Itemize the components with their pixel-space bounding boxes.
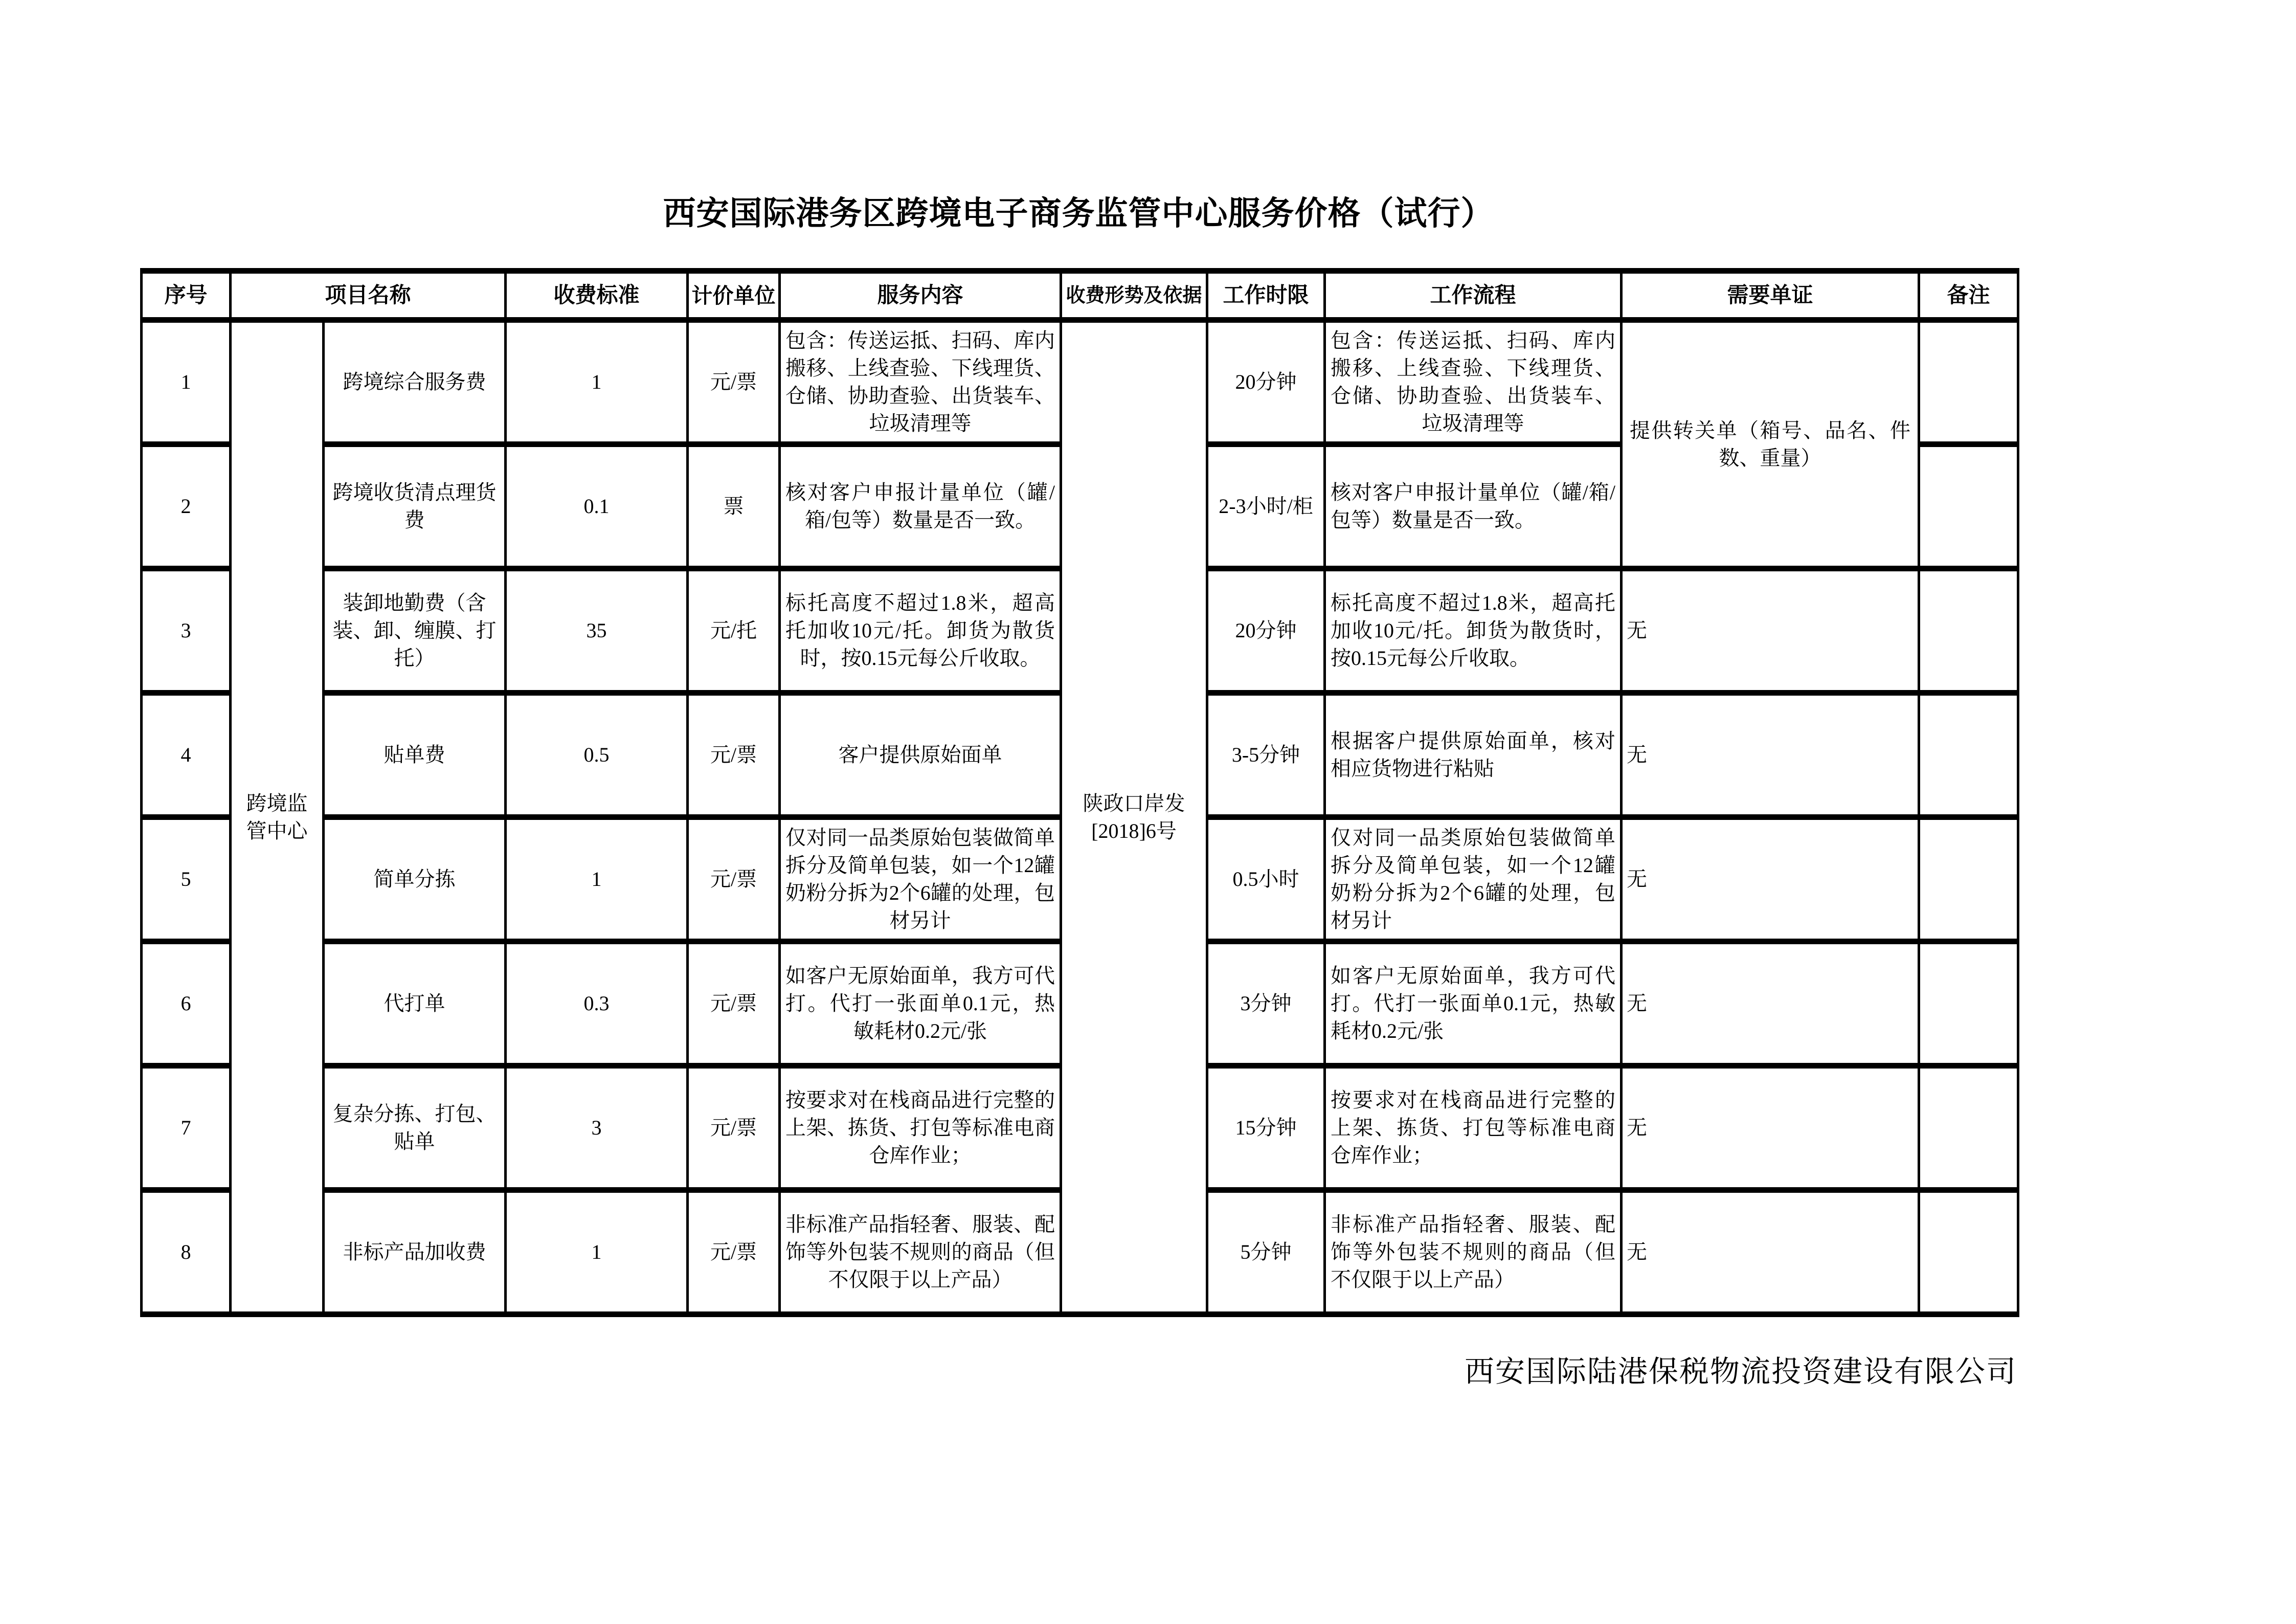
- cell-required-documents: 无: [1622, 942, 1919, 1066]
- cell-pricing-unit: 元/票: [688, 693, 780, 817]
- cell-service-content: 核对客户申报计量单位（罐/箱/包等）数量是否一致。: [780, 444, 1061, 569]
- cell-work-time-limit: 2-3小时/柜: [1207, 444, 1325, 569]
- cell-remark: [1919, 569, 2018, 693]
- cell-serial-number: 4: [142, 693, 231, 817]
- cell-item-name: 跨境收货清点理货费: [324, 444, 506, 569]
- cell-serial-number: 5: [142, 817, 231, 942]
- cell-remark: [1919, 320, 2018, 444]
- cell-work-flow: 标托高度不超过1.8米，超高托加收10元/托。卸货为散货时，按0.15元每公斤收取。: [1325, 569, 1622, 693]
- cell-required-documents: 无: [1622, 569, 1919, 693]
- cell-service-content: 标托高度不超过1.8米，超高托加收10元/托。卸货为散货时，按0.15元每公斤收取。: [780, 569, 1061, 693]
- cell-fee-standard: 35: [506, 569, 688, 693]
- cell-pricing-unit: 票: [688, 444, 780, 569]
- cell-remark: [1919, 444, 2018, 569]
- cell-fee-standard: 1: [506, 817, 688, 942]
- column-header-h-name: 项目名称: [231, 271, 506, 320]
- cell-work-time-limit: 3-5分钟: [1207, 693, 1325, 817]
- cell-required-documents: 无: [1622, 1066, 1919, 1190]
- company-signature: 西安国际陆港保税物流投资建设有限公司: [1464, 1355, 2017, 1388]
- column-header-h-docs: 需要单证: [1622, 271, 1919, 320]
- cell-work-time-limit: 0.5小时: [1207, 817, 1325, 942]
- cell-group-label: 跨境监管中心: [231, 320, 324, 1315]
- cell-item-name: 装卸地勤费（含装、卸、缠膜、打托）: [324, 569, 506, 693]
- cell-fee-standard: 1: [506, 1190, 688, 1315]
- cell-required-documents: 无: [1622, 817, 1919, 942]
- cell-item-name: 简单分拣: [324, 817, 506, 942]
- table-body: [142, 320, 2018, 1315]
- cell-pricing-unit: 元/票: [688, 817, 780, 942]
- cell-fee-standard: 0.1: [506, 444, 688, 569]
- cell-work-time-limit: 3分钟: [1207, 942, 1325, 1066]
- column-header-h-workflow: 工作流程: [1325, 271, 1622, 320]
- cell-serial-number: 8: [142, 1190, 231, 1315]
- price-table: [140, 268, 2019, 1317]
- table-row-1: [142, 320, 2018, 444]
- cell-service-content: 客户提供原始面单: [780, 693, 1061, 817]
- cell-required-documents: 无: [1622, 693, 1919, 817]
- cell-serial-number: 6: [142, 942, 231, 1066]
- cell-pricing-unit: 元/托: [688, 569, 780, 693]
- cell-pricing-unit: 元/票: [688, 1066, 780, 1190]
- cell-work-time-limit: 15分钟: [1207, 1066, 1325, 1190]
- cell-item-name: 非标产品加收费: [324, 1190, 506, 1315]
- header-row: [142, 271, 2018, 320]
- cell-work-time-limit: 5分钟: [1207, 1190, 1325, 1315]
- cell-service-content: 包含：传送运抵、扫码、库内搬移、上线查验、下线理货、仓储、协助查验、出货装车、垃圾清理等: [780, 320, 1061, 444]
- cell-remark: [1919, 942, 2018, 1066]
- cell-item-name: 代打单: [324, 942, 506, 1066]
- cell-service-content: 仅对同一品类原始包装做简单拆分及简单包装，如一个12罐奶粉分拆为2个6罐的处理，包材另计: [780, 817, 1061, 942]
- cell-work-flow: 非标准产品指轻奢、服装、配饰等外包装不规则的商品（但不仅限于以上产品）: [1325, 1190, 1622, 1315]
- cell-work-flow: 核对客户申报计量单位（罐/箱/包等）数量是否一致。: [1325, 444, 1622, 569]
- cell-remark: [1919, 693, 2018, 817]
- cell-service-content: 按要求对在栈商品进行完整的上架、拣货、打包等标准电商仓库作业；: [780, 1066, 1061, 1190]
- cell-work-time-limit: 20分钟: [1207, 569, 1325, 693]
- cell-work-flow: 如客户无原始面单，我方可代打。代打一张面单0.1元，热敏耗材0.2元/张: [1325, 942, 1622, 1066]
- column-header-h-no: 序号: [142, 271, 231, 320]
- cell-serial-number: 2: [142, 444, 231, 569]
- cell-work-flow: 仅对同一品类原始包装做简单拆分及简单包装，如一个12罐奶粉分拆为2个6罐的处理，包材另计: [1325, 817, 1622, 942]
- page-title: 西安国际港务区跨境电子商务监管中心服务价格（试行）: [663, 195, 1494, 232]
- cell-required-documents: 无: [1622, 1190, 1919, 1315]
- cell-item-name: 贴单费: [324, 693, 506, 817]
- cell-fee-standard: 3: [506, 1066, 688, 1190]
- cell-fee-standard: 0.5: [506, 693, 688, 817]
- cell-item-name: 跨境综合服务费: [324, 320, 506, 444]
- cell-pricing-unit: 元/票: [688, 320, 780, 444]
- cell-service-content: 如客户无原始面单，我方可代打。代打一张面单0.1元，热敏耗材0.2元/张: [780, 942, 1061, 1066]
- cell-required-documents: 提供转关单（箱号、品名、件数、重量）: [1622, 320, 1919, 569]
- cell-work-flow: 按要求对在栈商品进行完整的上架、拣货、打包等标准电商仓库作业；: [1325, 1066, 1622, 1190]
- cell-fee-standard: 1: [506, 320, 688, 444]
- cell-remark: [1919, 817, 2018, 942]
- cell-work-flow: 包含：传送运抵、扫码、库内搬移、上线查验、下线理货、仓储、协助查验、出货装车、垃圾清理等: [1325, 320, 1622, 444]
- cell-remark: [1919, 1066, 2018, 1190]
- column-header-h-remark: 备注: [1919, 271, 2018, 320]
- cell-service-content: 非标准产品指轻奢、服装、配饰等外包装不规则的商品（但不仅限于以上产品）: [780, 1190, 1061, 1315]
- cell-serial-number: 3: [142, 569, 231, 693]
- cell-work-flow: 根据客户提供原始面单，核对相应货物进行粘贴: [1325, 693, 1622, 817]
- cell-serial-number: 1: [142, 320, 231, 444]
- cell-pricing-unit: 元/票: [688, 1190, 780, 1315]
- cell-fee-basis: 陕政口岸发[2018]6号: [1061, 320, 1207, 1315]
- column-header-h-price: 收费标准: [506, 271, 688, 320]
- cell-fee-standard: 0.3: [506, 942, 688, 1066]
- cell-serial-number: 7: [142, 1066, 231, 1190]
- cell-remark: [1919, 1190, 2018, 1315]
- cell-work-time-limit: 20分钟: [1207, 320, 1325, 444]
- column-header-h-basis: 收费形势及依据: [1061, 271, 1207, 320]
- cell-pricing-unit: 元/票: [688, 942, 780, 1066]
- column-header-h-service: 服务内容: [780, 271, 1061, 320]
- column-header-h-unit: 计价单位: [688, 271, 780, 320]
- column-header-h-time: 工作时限: [1207, 271, 1325, 320]
- cell-item-name: 复杂分拣、打包、贴单: [324, 1066, 506, 1190]
